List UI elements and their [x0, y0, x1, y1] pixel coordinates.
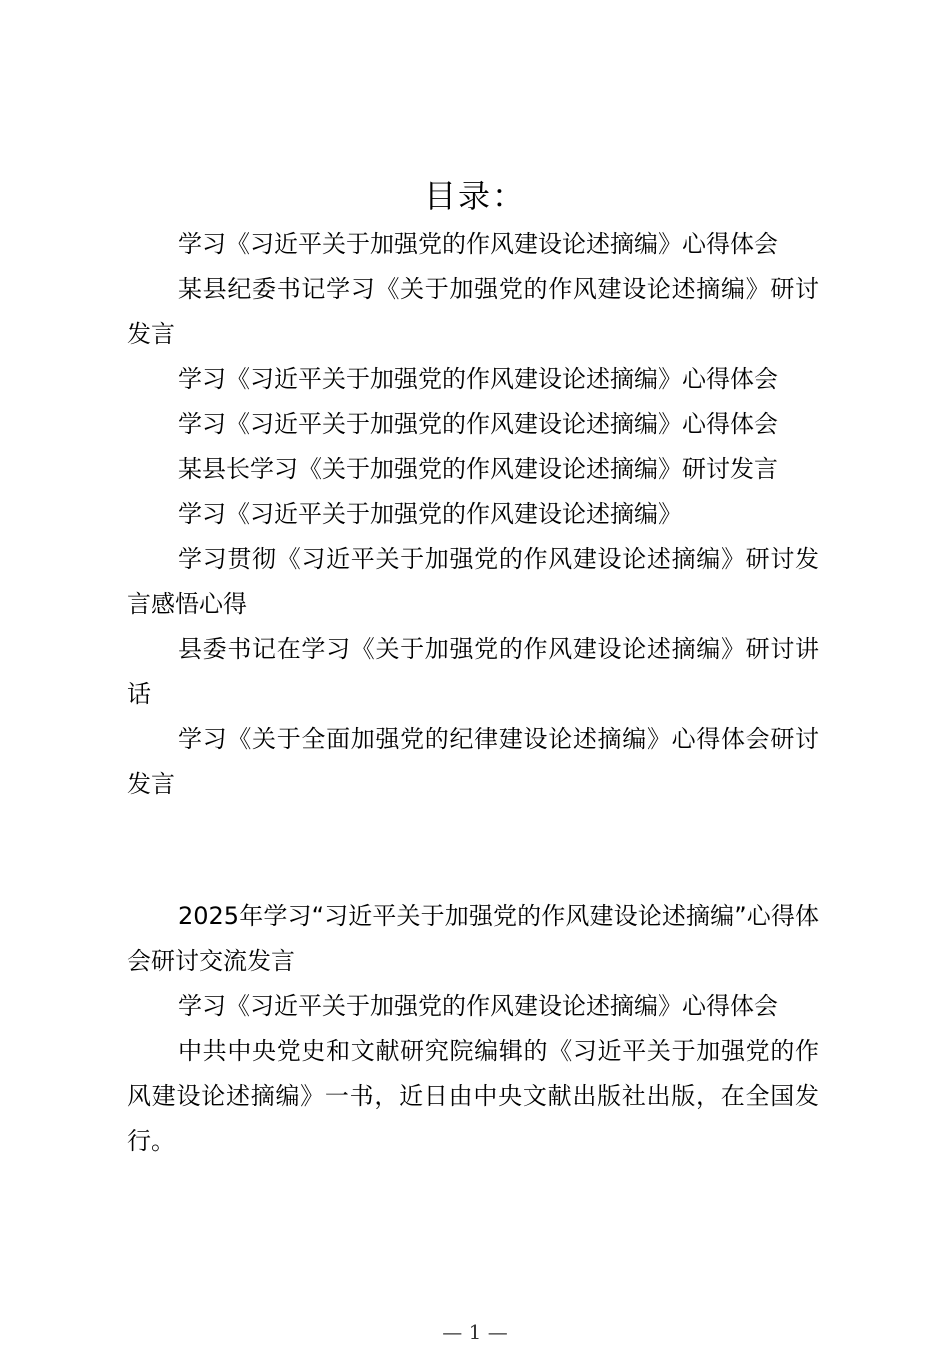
- article-paragraph: 中共中央党史和文献研究院编辑的《习近平关于加强党的作风建设论述摘编》一书，近日由中央文献出版社出版，在全国发行。: [127, 1037, 819, 1155]
- article-heading: 2025年学习“习近平关于加强党的作风建设论述摘编”心得体会研讨交流发言: [127, 902, 819, 975]
- toc-item: 学习贯彻《习近平关于加强党的作风建设论述摘编》研讨发言感悟心得: [127, 545, 819, 618]
- toc-list: [127, 222, 819, 807]
- article-subheading: 学习《习近平关于加强党的作风建设论述摘编》心得体会: [178, 992, 778, 1020]
- toc-item: 某县纪委书记学习《关于加强党的作风建设论述摘编》研讨发言: [127, 275, 819, 348]
- toc-title: 目录：: [423, 177, 526, 215]
- toc-item: 学习《习近平关于加强党的作风建设论述摘编》心得体会: [178, 365, 778, 393]
- toc-item: 学习《习近平关于加强党的作风建设论述摘编》心得体会: [178, 230, 778, 258]
- toc-item: 某县长学习《关于加强党的作风建设论述摘编》研讨发言: [178, 455, 778, 483]
- toc-item: 县委书记在学习《关于加强党的作风建设论述摘编》研讨讲话: [127, 635, 819, 708]
- toc-item: 学习《习近平关于加强党的作风建设论述摘编》心得体会: [178, 410, 778, 438]
- toc-item: 学习《习近平关于加强党的作风建设论述摘编》: [178, 500, 682, 528]
- article-body: [127, 894, 819, 1164]
- toc-item: 学习《关于全面加强党的纪律建设论述摘编》心得体会研讨发言: [127, 725, 819, 798]
- page-number: — 1 —: [442, 1320, 508, 1344]
